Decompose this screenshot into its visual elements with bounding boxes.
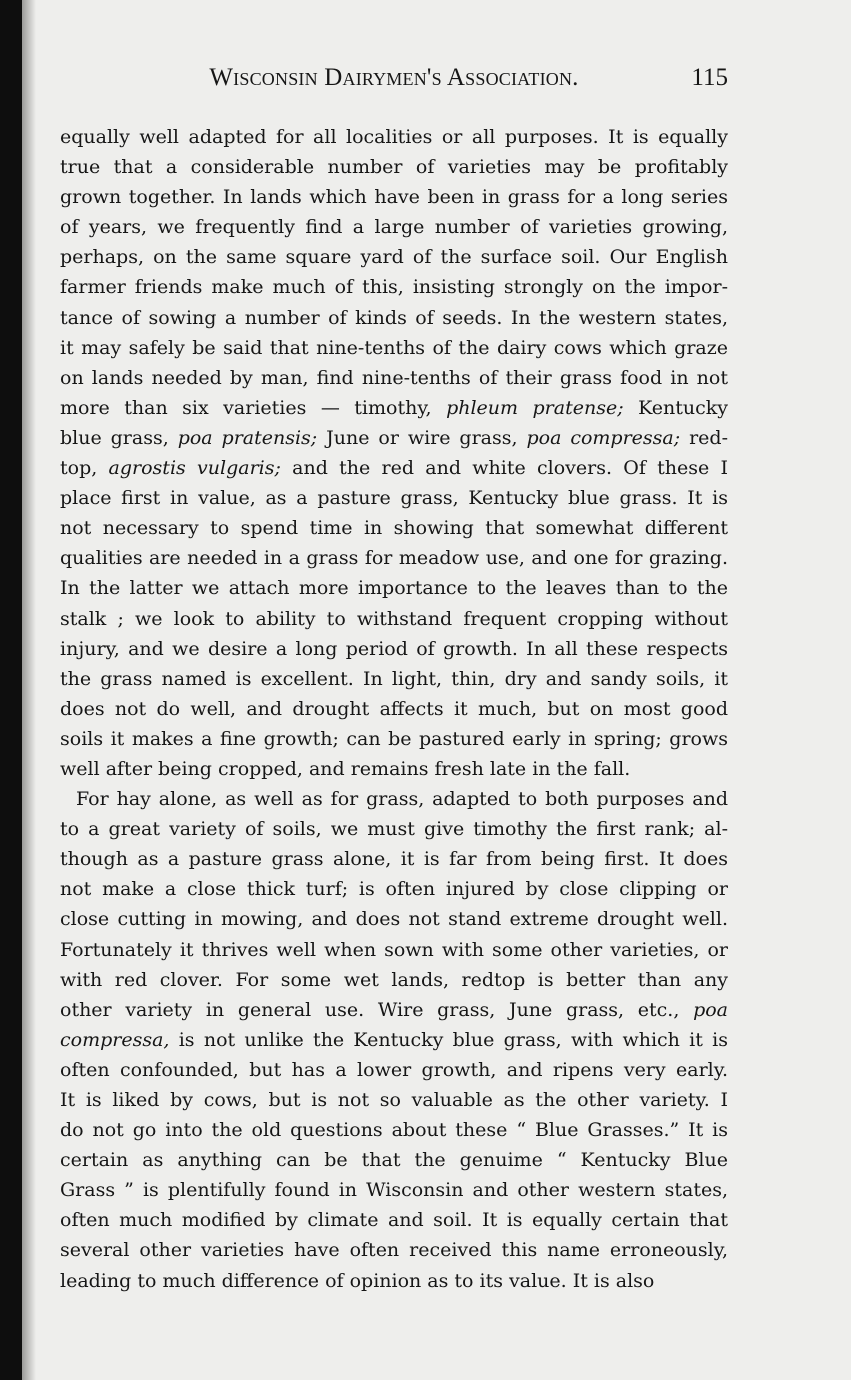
text-line: certain as anything can be that the genuime “ Kentucky Blue <box>60 1149 728 1172</box>
text-line: often confounded, but has a lower growth, and ripens very early. <box>60 1058 728 1081</box>
text-line: several other varieties have often received this name erroneously, <box>60 1239 728 1262</box>
text-line: well after being cropped, and remains fresh late in the fall. <box>60 757 631 780</box>
page-number: 115 <box>691 64 728 91</box>
text-line: In the latter we attach more importance to the leaves than to the <box>60 577 728 600</box>
text-line: close cutting in mowing, and does not stand extreme drought well. <box>60 908 728 931</box>
text-run: more than six varieties — timothy, <box>60 396 447 419</box>
text-line: qualities are needed in a grass for meadow use, and one for grazing. <box>60 547 728 570</box>
text-line: Fortunately it thrives well when sown with some other varieties, or <box>60 938 728 961</box>
latin-name: agrostis vulgaris; <box>108 457 281 480</box>
text-line: farmer friends make much of this, insisting strongly on the impor- <box>60 276 728 299</box>
text-line <box>60 423 728 453</box>
text-run: blue grass, <box>60 426 178 449</box>
text-run: June or wire grass, <box>317 426 527 449</box>
text-line: stalk ; we look to ability to withstand frequent cropping without <box>60 607 728 630</box>
text-line: on lands needed by man, find nine-tenths of their grass food in not <box>60 366 728 389</box>
text-line: not necessary to spend time in showing that somewhat different <box>60 517 728 540</box>
latin-name: phleum pratense; <box>446 396 624 419</box>
text-line: injury, and we desire a long period of growth. In all these respects <box>60 637 728 660</box>
text-line <box>60 393 728 423</box>
text-run: other variety in general use. Wire grass, June grass, etc., <box>60 998 694 1021</box>
latin-name: poa pratensis; <box>177 426 318 449</box>
latin-name: poa <box>693 998 728 1021</box>
text-line: does not do well, and drought affects it much, but on most good <box>60 697 728 720</box>
text-run: is not unlike the Kentucky blue grass, with which it is <box>169 1028 728 1051</box>
text-line: often much modified by climate and soil. It is equally certain that <box>60 1209 728 1232</box>
text-line: perhaps, on the same square yard of the surface soil. Our English <box>60 246 728 269</box>
book-binding-edge <box>0 0 22 1380</box>
text-line: Grass ” is plentifully found in Wisconsin and other western states, <box>60 1179 728 1202</box>
text-run: red- <box>680 426 728 449</box>
gutter-shadow <box>22 0 36 1380</box>
text-line: do not go into the old questions about these “ Blue Grasses.” It is <box>60 1119 728 1142</box>
text-line: true that a considerable number of varieties may be profitably <box>60 156 728 179</box>
text-line: of years, we frequently find a large number of varieties growing, <box>60 216 728 239</box>
text-line: grown together. In lands which have been in grass for a long series <box>60 186 728 209</box>
page-header <box>60 64 728 98</box>
text-line <box>60 1025 728 1055</box>
text-line: For hay alone, as well as for grass, adapted to both purposes and <box>76 788 728 811</box>
text-line: it may safely be said that nine-tenths of the dairy cows which graze <box>60 336 728 359</box>
text-line <box>60 453 728 483</box>
text-line: leading to much difference of opinion as to its value. It is also <box>60 1269 655 1292</box>
text-run: top, <box>60 457 109 480</box>
text-line: not make a close thick turf; is often injured by close clipping or <box>60 878 728 901</box>
body-text <box>60 122 728 1296</box>
text-line: tance of sowing a number of kinds of seeds. In the western states, <box>60 306 728 329</box>
text-line: soils it makes a fine growth; can be pastured early in spring; grows <box>60 727 728 750</box>
latin-name: poa compressa; <box>526 426 681 449</box>
text-line: with red clover. For some wet lands, redtop is better than any <box>60 968 728 991</box>
text-line: equally well adapted for all localities or all purposes. It is equally <box>60 126 728 148</box>
text-line <box>60 995 728 1025</box>
text-line: though as a pasture grass alone, it is far from being first. It does <box>60 848 728 871</box>
text-line: place first in value, as a pasture grass, Kentucky blue grass. It is <box>60 487 728 510</box>
text-run: and the red and white clovers. Of these I <box>280 457 728 480</box>
text-line: It is liked by cows, but is not so valuable as the other variety. I <box>60 1089 728 1111</box>
text-run: Kentucky <box>623 396 728 419</box>
text-line: to a great variety of soils, we must give timothy the first rank; al- <box>60 818 728 841</box>
text-line: the grass named is excellent. In light, thin, dry and sandy soils, it <box>60 667 728 690</box>
running-head: Wisconsin Dairymen's Association. <box>209 64 579 91</box>
latin-name: compressa, <box>60 1028 170 1051</box>
